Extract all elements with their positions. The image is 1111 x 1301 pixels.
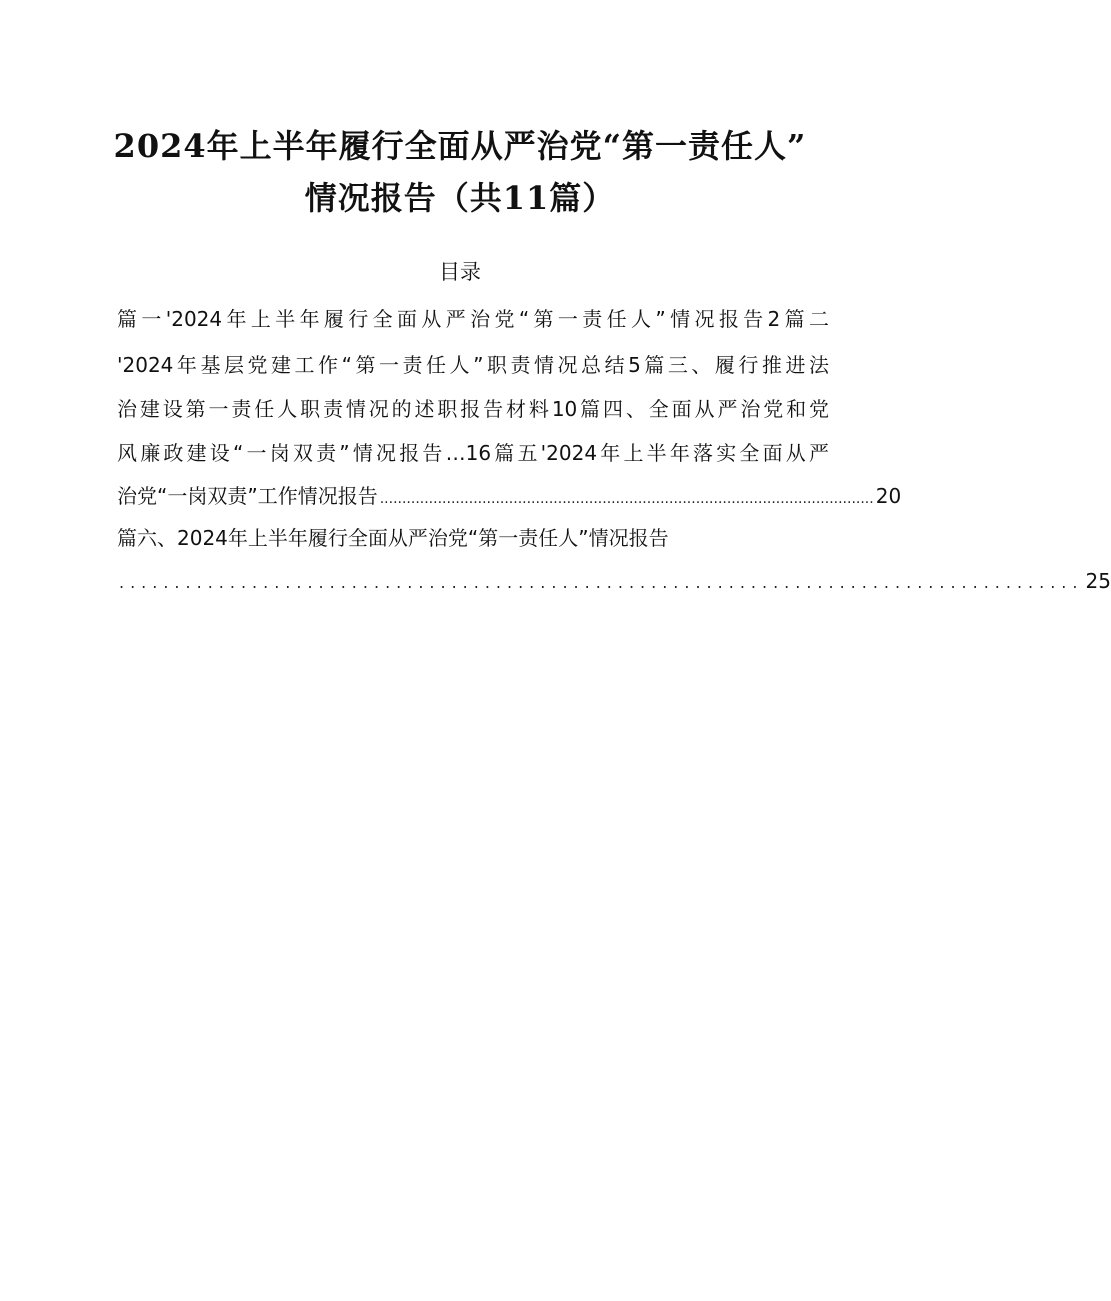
toc-line-6[interactable]: 篇六、2024年上半年履行全面从严治党“第一责任人”情况报告 [117, 526, 669, 550]
toc-line-4[interactable]: 风廉政建设“一岗双责”情况报告…16篇五'2024年上半年落实全面从严 [117, 441, 829, 465]
toc-line-3[interactable]: 治建设第一责任人职责情况的述职报告材料10篇四、全面从严治党和党 [117, 397, 829, 421]
document-title-line-2: 情况报告（共11篇） [304, 179, 616, 217]
toc-page-number: 25 [1085, 569, 1111, 593]
toc-line-1[interactable]: 篇一'2024年上半年履行全面从严治党“第一责任人”情况报告2篇二 [117, 307, 829, 331]
toc-leader-dots: ....................................................................................... [119, 573, 1084, 592]
toc-line-2[interactable]: '2024年基层党建工作“第一责任人”职责情况总结5篇三、履行推进法 [117, 353, 829, 377]
toc-line-7[interactable] [117, 566, 1111, 598]
toc-page-number: 20 [875, 484, 902, 508]
document-title-line-1: 2024年上半年履行全面从严治党“第一责任人” [113, 127, 807, 165]
toc-heading: 目录 [439, 260, 481, 284]
toc-line-5-text: 治党“一岗双责”工作情况报告 [117, 484, 378, 508]
toc-leader-dots: ............................................................................................................... [379, 491, 874, 507]
toc-line-5[interactable] [117, 481, 902, 514]
